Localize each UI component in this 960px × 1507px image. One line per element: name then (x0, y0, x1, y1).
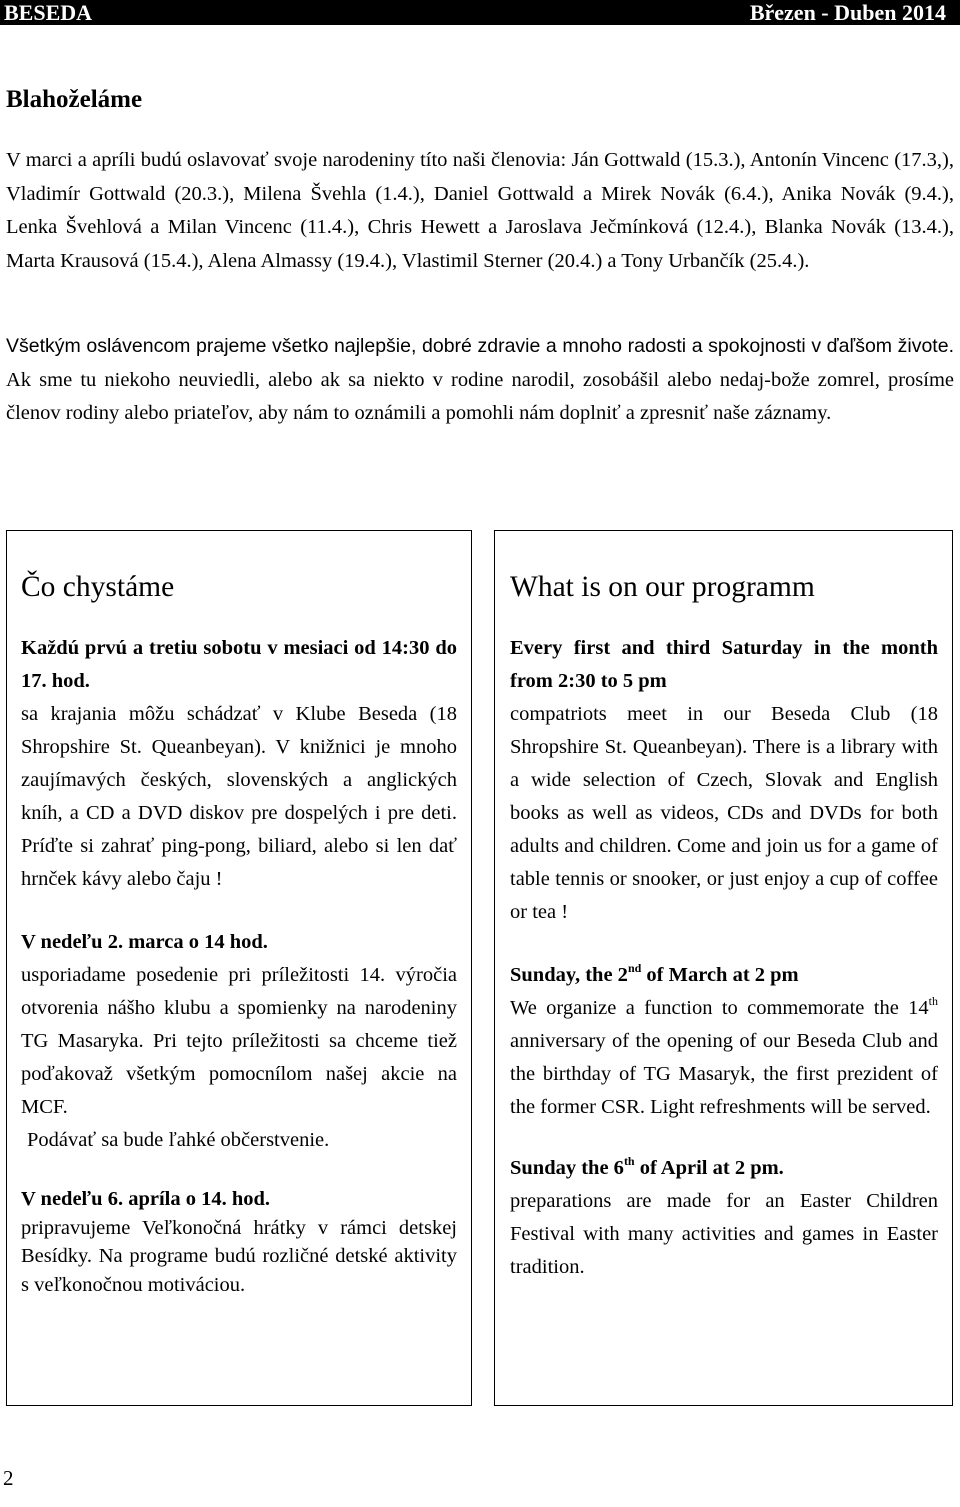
wishes-paragraph (6, 330, 954, 431)
regular-meeting-text-en: compatriots meet in our Beseda Club (18 Shropshire St. Queanbeyan). There is a library with a wide selection of Czech, Slovak and English books as well as videos, CDs and DVDs for both adults and children. Come and join us for a game of table tennis or snooker, or just enjoy a cup of coffee or tea ! (510, 703, 938, 923)
regular-meeting-heading-en: Every first and third Saturday in the month from 2:30 to 5 pm (510, 637, 938, 692)
newsletter-name: BESEDA (4, 0, 93, 25)
event-march-heading: V nedeľu 2. marca o 14 hod. (21, 931, 268, 953)
event-march-text: usporiadame posedenie pri príležitosti 14. výročia otvorenia nášho klubu a spomienky na narodeniny TG Masaryka. Pri tejto príležitosti sa chceme tiež poďakovaž všetkým pomocnílom našej akcie na MCF. (21, 964, 457, 1118)
event-march-refreshments: Podávať sa bude ľahké občerstvenie. (27, 1129, 330, 1151)
event-april-text-en: preparations are made for an Easter Children Festival with many activities and games in Easter tradition. (510, 1190, 938, 1278)
event-march-text-en: We organize a function to commemorate the 14th anniversary of the opening of our Beseda Club and the birthday of TG Masaryk, the first prezident of the former CSR. Light refreshments will be served. (510, 994, 938, 1118)
regular-meeting-text: sa krajania môžu schádzať v Klube Beseda (18 Shropshire St. Queanbeyan). V knižnici je mnoho zaujímavých českých, slovenských a anglických kníh, a CD a DVD diskov pre dospelých i pre deti. Príďte si zahrať ping-pong, biliard, alebo si len dať hrnček kávy alebo čaju ! (21, 703, 457, 890)
programme-box-slovak (6, 530, 472, 1406)
programme-title-english: What is on our programm (510, 571, 815, 603)
greetings-title: Blahoželáme (6, 86, 143, 113)
event-march-heading-en: Sunday, the 2nd of March at 2 pm (510, 961, 799, 986)
wishes-sentence: Všetkým oslávencom prajeme všetko najlepšie, dobré zdravie a mnoho radosti a spokojnosti v ďaľšom živote. (6, 335, 954, 357)
birthdays-paragraph: V marci a apríli budú oslavovať svoje narodeniny títo naši členovia: Ján Gottwald (15.3.), Antonín Vincenc (17.3,), Vladimír Gottwald (20.3.), Milena Švehla (1.4.), Daniel Gottwald a Mirek Novák (6.4.), Anika Novák (9.4.), Lenka Švehlová a Milan Vincenc (11.4.), Chris Hewett a Jaroslava Ječmínková (12.4.), Blanka Novák (13.4.), Marta Krausová (15.4.), Alena Almassy (19.4.), Vlastimil Sterner (20.4.) a Tony Urbančík (25.4.). (6, 149, 954, 272)
event-april-heading-en: Sunday the 6th of April at 2 pm. (510, 1154, 784, 1179)
programme-title-slovak: Čo chystáme (21, 571, 175, 603)
regular-meeting-heading: Každú prvú a tretiu sobotu v mesiaci od 14:30 do 17. hod. (21, 637, 457, 692)
page-header (0, 0, 960, 25)
event-april-text: pripravujeme Veľkonočná hrátky v rámci detskej Besídky. Na programe budú rozličné detské aktivity s veľkonočnou motiváciou. (21, 1216, 457, 1297)
wishes-request: Ak sme tu niekoho neuviedli, alebo ak sa niekto v rodine narodil, zosobášil alebo nedaj-bože zomrel, prosíme členov rodiny alebo priateľov, aby nám to oznámili a pomohli nám doplniť a zpresniť naše záznamy. (6, 368, 954, 424)
issue-date: Březen - Duben 2014 (749, 0, 946, 25)
programme-box-english (494, 530, 953, 1406)
page-number: 2 (3, 1466, 14, 1490)
event-april-heading: V nedeľu 6. apríla o 14. hod. (21, 1188, 271, 1210)
